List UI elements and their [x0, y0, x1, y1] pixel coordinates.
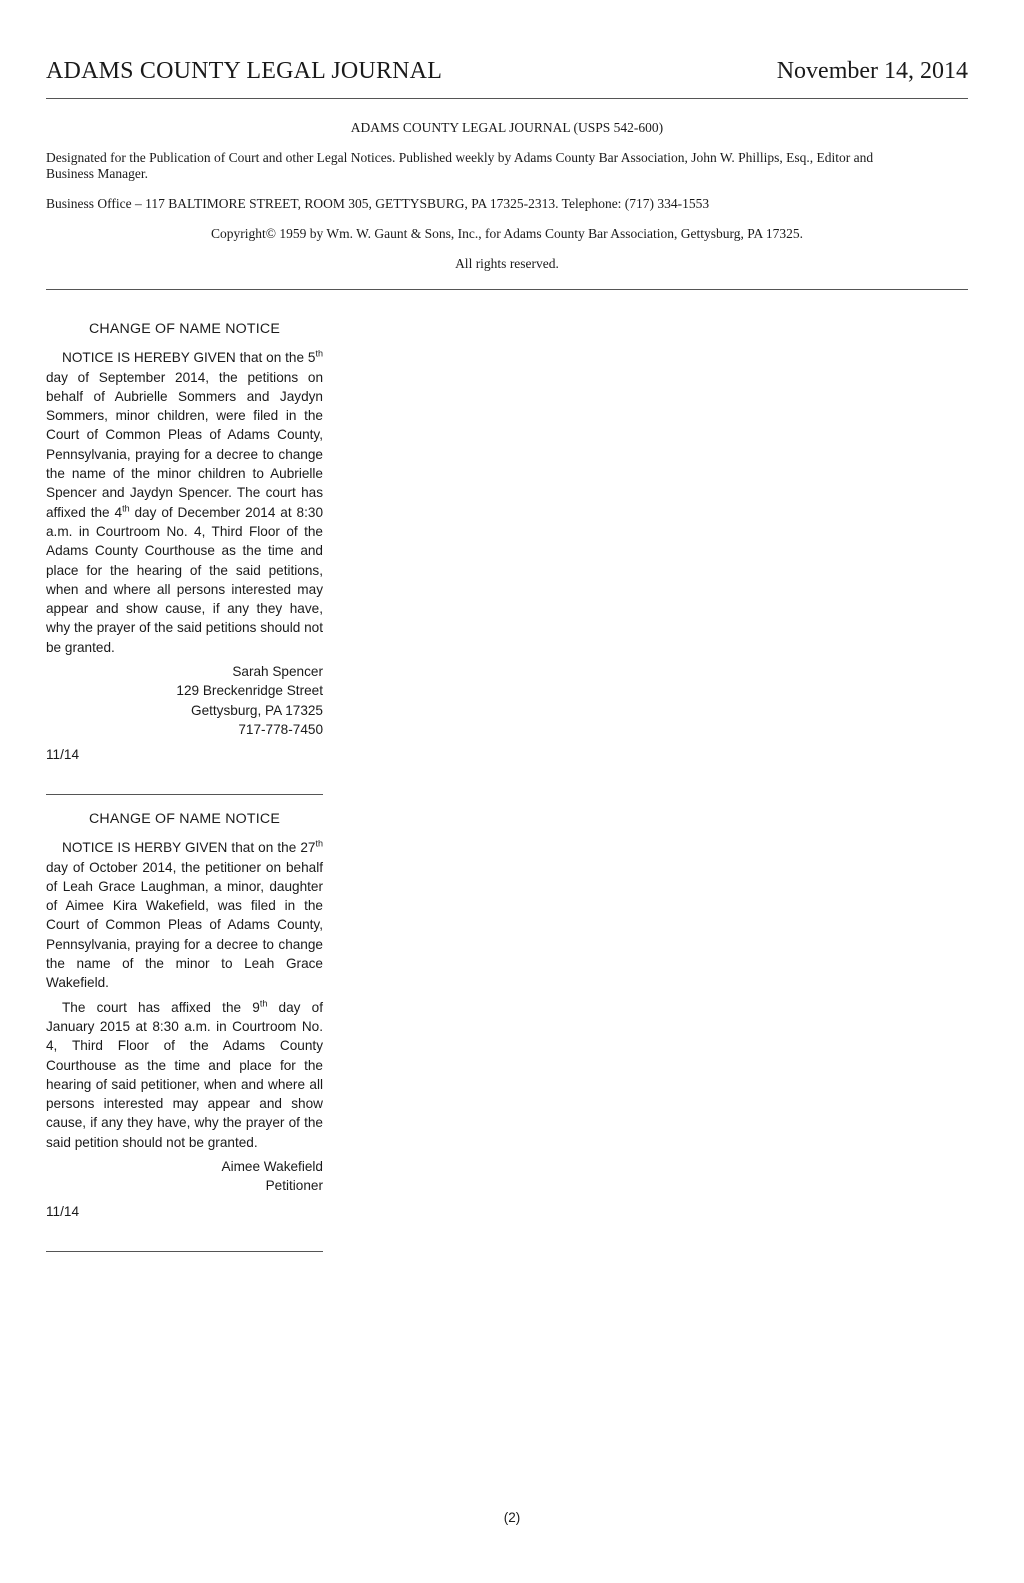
- notice-body-continued: The court has affixed the 9th day of January 2015 at 8:30 a.m. in Courtroom No. 4, Third Floor of the Adams County Courthouse as the time and place for the hearing of said petitioner, when and where all persons interested may appear and show cause, if any they have, why the prayer of the said petition should not be granted.: [46, 998, 323, 1150]
- notice-body: NOTICE IS HERBY GIVEN that on the 27th day of October 2014, the petitioner on behalf of Leah Grace Laughman, a minor, daughter of Aimee Kira Wakefield, was filed in the Court of Common Pleas of Adams County, Pennsylvania, praying for a decree to change the name of the minor to Leah Grace Wakefield.: [46, 838, 323, 991]
- change-of-name-notice-2: [46, 810, 323, 1252]
- designation-text: Designated for the Publication of Court and other Legal Notices. Published weekly by Adams County Bar Association, John W. Phillips, Esq., Editor and Business Manager.: [46, 150, 874, 181]
- publication-line: ADAMS COUNTY LEGAL JOURNAL (USPS 542-600): [350, 120, 664, 135]
- signer-phone: 717-778-7450: [238, 721, 323, 737]
- rights-text: All rights reserved.: [455, 256, 559, 271]
- signer-street: 129 Breckenridge Street: [176, 683, 323, 699]
- signer-name: Sarah Spencer: [232, 664, 323, 680]
- page-number: (2): [503, 1510, 521, 1525]
- change-of-name-notice-1: [46, 320, 323, 795]
- issue-date: November 14, 2014: [776, 58, 968, 84]
- copyright-text: Copyright© 1959 by Wm. W. Gaunt & Sons, Inc., for Adams County Bar Association, Gettysburg, PA 17325.: [210, 226, 804, 241]
- signer-city: Gettysburg, PA 17325: [191, 702, 323, 718]
- signer-role: Petitioner: [265, 1178, 323, 1194]
- masthead: [46, 114, 968, 290]
- notice-heading: CHANGE OF NAME NOTICE: [88, 811, 280, 827]
- business-office-text: Business Office – 117 BALTIMORE STREET, ROOM 305, GETTYSBURG, PA 17325-2313. Telephone: (717) 334-1553: [46, 196, 710, 211]
- running-head: [46, 58, 968, 99]
- notice-signature: [46, 1157, 323, 1196]
- signer-name: Aimee Wakefield: [221, 1159, 323, 1175]
- journal-title: ADAMS COUNTY LEGAL JOURNAL: [46, 58, 443, 84]
- notice-body: NOTICE IS HEREBY GIVEN that on the 5th day of September 2014, the petitions on behalf of Aubrielle Sommers and Jaydyn Sommers, minor children, were filed in the Court of Common Pleas of Adams County, Pennsylvania, praying for a decree to change the name of the minor children to Aubrielle Spencer and Jaydyn Spencer. The court has affixed the 4th day of December 2014 at 8:30 a.m. in Courtroom No. 4, Third Floor of the Adams County Courthouse as the time and place for the hearing of the said petitions, when and where all persons interested may appear and show cause, if any they have, why the prayer of the said petitions should not be granted.: [46, 348, 323, 655]
- notice-signature: [46, 662, 323, 739]
- notice-date-code: 11/14: [46, 1203, 80, 1219]
- notice-heading: CHANGE OF NAME NOTICE: [88, 321, 280, 337]
- notice-date-code: 11/14: [46, 747, 80, 763]
